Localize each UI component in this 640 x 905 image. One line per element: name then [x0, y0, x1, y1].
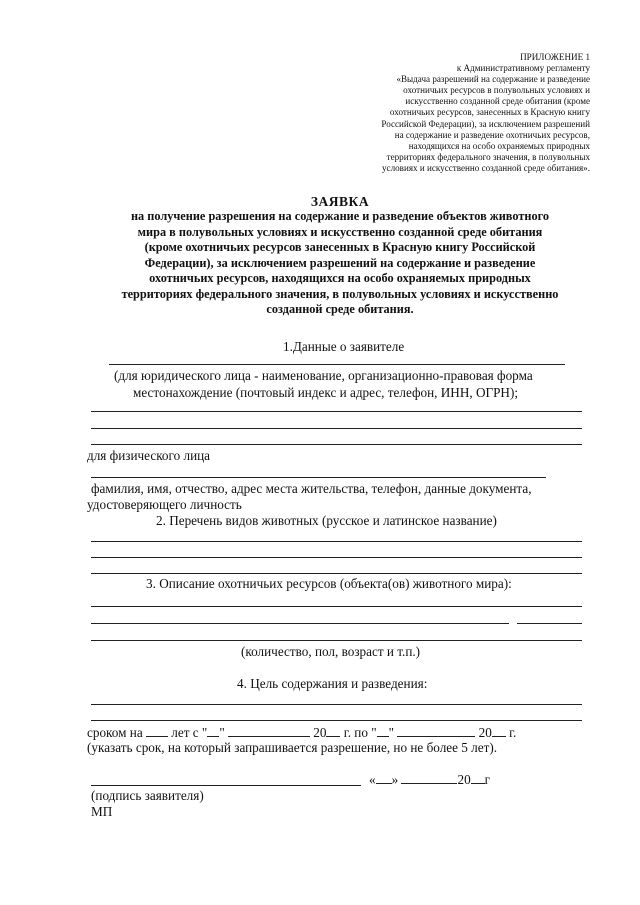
purpose-line[interactable] — [91, 704, 582, 705]
form-title: ЗАЯВКА — [310, 194, 370, 209]
individual-hint-1: фамилия, имя, отчество, адрес места жительства, телефон, данные документа, — [91, 481, 532, 496]
sign-day-field[interactable] — [376, 771, 392, 784]
date-text: » — [391, 772, 399, 787]
date-text: 20 — [457, 772, 471, 787]
term-text: 20 — [313, 725, 327, 740]
term-line — [87, 724, 516, 741]
legal-entity-hint-1: (для юридического лица - наименование, организационно-правовая форма — [114, 368, 533, 383]
signature-date — [369, 771, 490, 788]
term-text: г. по " — [343, 725, 377, 740]
section3-heading: 3. Описание охотничьих ресурсов (объекта(ов) животного мира): — [146, 576, 512, 591]
sign-year-field[interactable] — [471, 771, 485, 784]
term-hint: (указать срок, на который запрашивается разрешение, но не более 5 лет). — [87, 740, 498, 755]
appendix-line: условиях и искусственно созданной среде обитания». — [381, 162, 590, 173]
form-subtitle — [80, 209, 600, 318]
subtitle-line: (кроме охотничьих ресурсов занесенных в Красную книгу Российской — [144, 240, 536, 254]
appendix-line: искусственно созданной среде обитания (кроме — [405, 96, 590, 107]
date-text: « — [369, 772, 376, 787]
resources-description-line[interactable] — [91, 640, 582, 641]
appendix-line: на содержание и разведение охотничьих ресурсов, — [394, 129, 590, 140]
section3-hint: (количество, пол, возраст и т.п.) — [241, 644, 421, 659]
purpose-line[interactable] — [91, 720, 582, 721]
applicant-address-line[interactable] — [91, 444, 582, 445]
subtitle-line: мира в полувольных условиях и искусственно созданной среде обитания — [137, 224, 543, 239]
term-text: " — [219, 725, 225, 740]
legal-entity-hint-2: местонахождение (почтовый индекс и адрес, телефон, ИНН, ОГРН); — [133, 385, 518, 400]
date-text: г — [484, 772, 491, 787]
term-text: сроком на — [87, 725, 143, 740]
section2-heading: 2. Перечень видов животных (русское и латинское название) — [156, 513, 497, 528]
individual-data-line[interactable] — [91, 477, 546, 478]
species-list-line[interactable] — [91, 573, 582, 574]
term-text: " — [388, 725, 395, 740]
appendix-line: Российской Федерации), за исключением разрешений — [381, 118, 590, 129]
start-year-field[interactable] — [326, 724, 340, 737]
appendix-line: охотничьих ресурсов, занесенных в Красную книгу — [389, 107, 590, 118]
subtitle-line: на получение разрешения на содержание и разведение объектов животного — [130, 209, 550, 223]
signature-line[interactable] — [91, 785, 361, 786]
end-year-field[interactable] — [492, 724, 506, 737]
resources-description-line[interactable] — [517, 623, 582, 624]
term-text: лет с " — [171, 725, 208, 740]
signature-label: (подпись заявителя) — [91, 788, 204, 803]
end-month-field[interactable] — [397, 724, 475, 737]
species-list-line[interactable] — [91, 541, 582, 542]
start-day-field[interactable] — [207, 724, 219, 737]
appendix-line: охотничьих ресурсов в полувольных условиях и — [403, 85, 590, 96]
species-list-line[interactable] — [91, 557, 582, 558]
appendix-line: ПРИЛОЖЕНИЕ 1 — [520, 52, 590, 62]
end-day-field[interactable] — [377, 724, 389, 737]
subtitle-line: созданной среде обитания. — [266, 302, 414, 316]
resources-description-line[interactable] — [91, 623, 509, 624]
appendix-line: к Административному регламенту — [456, 63, 590, 74]
stamp-label: МП — [91, 804, 113, 819]
applicant-address-line[interactable] — [91, 411, 582, 412]
appendix-note — [355, 52, 590, 174]
individual-label: для физического лица — [87, 448, 211, 463]
section4-heading: 4. Цель содержания и разведения: — [237, 676, 428, 691]
resources-description-line[interactable] — [91, 606, 582, 607]
appendix-line: территориях федерального значения, в полувольных — [386, 151, 590, 162]
individual-hint-2: удостоверяющего личность — [87, 497, 242, 512]
term-text: г. — [509, 725, 517, 740]
start-month-field[interactable] — [228, 724, 310, 737]
term-years-field[interactable] — [146, 724, 168, 737]
sign-month-field[interactable] — [401, 771, 457, 784]
term-text: 20 — [478, 725, 492, 740]
section1-heading: 1.Данные о заявителе — [283, 339, 405, 354]
appendix-line: находящихся на особо охраняемых природных — [408, 140, 590, 151]
applicant-address-line[interactable] — [91, 428, 582, 429]
subtitle-line: охотничьих ресурсов, находящихся на особо охраняемых природных — [149, 271, 531, 285]
subtitle-line: Федерации), за исключением разрешений на содержание и разведение — [144, 255, 536, 270]
subtitle-line: территориях федерального значения, в полувольных условиях и искусственно — [121, 286, 559, 301]
appendix-line: «Выдача разрешений на содержание и разведение — [396, 74, 590, 85]
applicant-name-line[interactable] — [109, 364, 565, 365]
